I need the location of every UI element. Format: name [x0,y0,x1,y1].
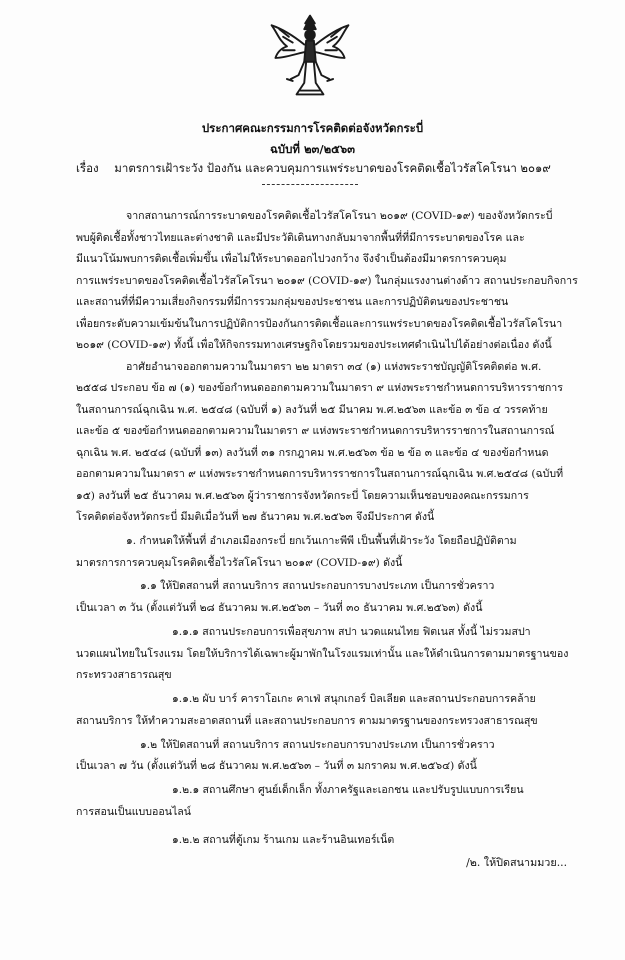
body-line: ๒๐๑๙ (COVID-๑๙) ทั้งนี้ เพื่อให้กิจกรรมทางเศรษฐกิจโดยรวมของประเทศดำเนินไปได้อย่างต่อเนื่อง ดังนี้ [76,339,552,351]
body-line: มีแนวโน้มพบการติดเชื้อเพิ่มขึ้น เพื่อไม่ให้ระบาดออกไปวงกว้าง จึงจำเป็นต้องมีมาตรการควบคุม [76,253,507,265]
body-line: ฉุกเฉิน พ.ศ. ๒๕๔๘ (ฉบับที่ ๑๓) ลงวันที่ ๓๑ กรกฎาคม พ.ศ.๒๕๖๓ ข้อ ๒ ข้อ ๓ และข้อ ๔ ของข้อกำหนด [76,447,549,459]
document-title: ประกาศคณะกรรมการโรคติดต่อจังหวัดกระบี่ [201,121,424,135]
body-line: พบผู้ติดเชื้อทั้งชาวไทยและต่างชาติ และมีประวัติเดินทางกลับมาจากพื้นที่ที่มีการระบาดของโรค และ [76,232,525,244]
body-line: มาตรการการควบคุมโรคติดเชื้อไวรัสโคโรนา ๒๐๑๙ (COVID-๑๙) ดังนี้ [76,557,403,569]
body-line: จากสถานการณ์การระบาดของโรคติดเชื้อไวรัสโคโรนา ๒๐๑๙ (COVID-๑๙) ของจังหวัดกระบี่ [126,210,553,222]
body-line: เพื่อยกระดับความเข้มข้นในการปฏิบัติการป้องกันการติดเชื้อและการแพร่ระบาดของโรคติดเชื้อไวรัสโคโรนา [76,318,563,330]
body-line: ๑.๑.๒ ผับ บาร์ คาราโอเกะ คาเฟ่ สนุกเกอร์ บิลเลียด และสถานประกอบการคล้าย [172,693,536,705]
body-line: ออกตามความในมาตรา ๙ แห่งพระราชกำหนดการบริหารราชการในสถานการณ์ฉุกเฉิน พ.ศ.๒๕๔๘ (ฉบับที่ [76,468,564,480]
body-line: ๒๕๕๘ ประกอบ ข้อ ๗ (๑) ของข้อกำหนดออกตามความในมาตรา ๙ แห่งพระราชกำหนดการบริหารราชการ [76,382,563,394]
body-line: นวดแผนไทยในโรงแรม โดยให้บริการได้เฉพาะผู้มาพักในโรงแรมเท่านั้น และให้ดำเนินการตามมาตรฐานของ [76,648,569,660]
body-line: การสอนเป็นแบบออนไลน์ [76,806,192,818]
body-line: อาศัยอำนาจออกตามความในมาตรา ๒๒ มาตรา ๓๔ (๑) แห่งพระราชบัญญัติโรคติดต่อ พ.ศ. [126,361,542,373]
body-line: ๑.๒ ให้ปิดสถานที่ สถานบริการ สถานประกอบการบางประเภท เป็นการชั่วคราว [140,739,495,751]
body-line: สถานบริการ ให้ทำความสะอาดสถานที่ และสถานประกอบการ ตามมาตรฐานของกระทรวงสาธารณสุข [76,715,538,727]
body-line: เป็นเวลา ๗ วัน (ตั้งแต่วันที่ ๒๘ ธันวาคม พ.ศ.๒๕๖๓ – วันที่ ๓ มกราคม พ.ศ.๒๕๖๔) ดังนี้ [76,760,477,772]
garuda-emblem-icon [262,8,358,104]
body-line: การแพร่ระบาดของโรคติดเชื้อไวรัสโคโรนา ๒๐๑๙ (COVID-๑๙) ในกลุ่มแรงงานต่างด้าว สถานประกอบกิจการ [76,275,578,287]
body-line: และสถานที่ที่มีความเสี่ยงกิจกรรมที่มีการรวมกลุ่มของประชาชน และการปฏิบัติตนของประชาชน [76,296,509,308]
body-line: โรคติดต่อจังหวัดกระบี่ มีมติเมื่อวันที่ ๒๗ ธันวาคม พ.ศ.๒๕๖๓ จึงมีประกาศ ดังนี้ [76,511,435,523]
document-subject [76,160,551,178]
body-line: ๑๕) ลงวันที่ ๒๕ ธันวาคม พ.ศ.๒๕๖๓ ผู้ว่าราชการจังหวัดกระบี่ โดยความเห็นชอบของคณะกรรมการ [76,490,529,502]
body-line: เป็นเวลา ๓ วัน (ตั้งแต่วันที่ ๒๘ ธันวาคม พ.ศ.๒๕๖๓ – วันที่ ๓๐ ธันวาคม พ.ศ.๒๕๖๓) ดังนี้ [76,602,483,614]
body-line: ๑. กำหนดให้พื้นที่ อำเภอเมืองกระบี่ ยกเว้นเกาะพีพี เป็นพื้นที่เฝ้าระวัง โดยถือปฏิบัติตาม [126,535,517,547]
subject-text: มาตรการเฝ้าระวัง ป้องกัน และควบคุมการแพร่ระบาดของโรคติดเชื้อไวรัสโคโรนา ๒๐๑๙ [114,161,551,175]
body-line: ๑.๒.๒ สถานที่ตู้เกม ร้านเกม และร้านอินเทอร์เน็ต [172,834,395,846]
body-line: ๑.๒.๑ สถานศึกษา ศูนย์เด็กเล็ก ทั้งภาครัฐและเอกชน และปรับรูปแบบการเรียน [172,784,524,796]
continuation-note: /๒. ให้ปิดสนามมวย... [466,856,567,869]
subject-label: เรื่อง [76,161,99,175]
title-divider [262,184,358,185]
body-line: และข้อ ๕ ของข้อกำหนดออกตามความในมาตรา ๙ แห่งพระราชกำหนดการบริหารราชการในสถานการณ์ [76,425,555,437]
document-number: ฉบับที่ ๒๓/๒๕๖๓ [269,142,356,156]
body-line: ในสถานการณ์ฉุกเฉิน พ.ศ. ๒๕๔๘ (ฉบับที่ ๑) ลงวันที่ ๒๕ มีนาคม พ.ศ.๒๕๖๓ และข้อ ๓ ข้อ ๔ วรรคท้าย [76,404,548,416]
body-line: ๑.๑.๑ สถานประกอบการเพื่อสุขภาพ สปา นวดแผนไทย ฟิตเนส ทั้งนี้ ไม่รวมสปา [172,626,531,638]
body-line: กระทรวงสาธารณสุข [76,669,172,681]
body-line: ๑.๑ ให้ปิดสถานที่ สถานบริการ สถานประกอบการบางประเภท เป็นการชั่วคราว [140,580,495,592]
